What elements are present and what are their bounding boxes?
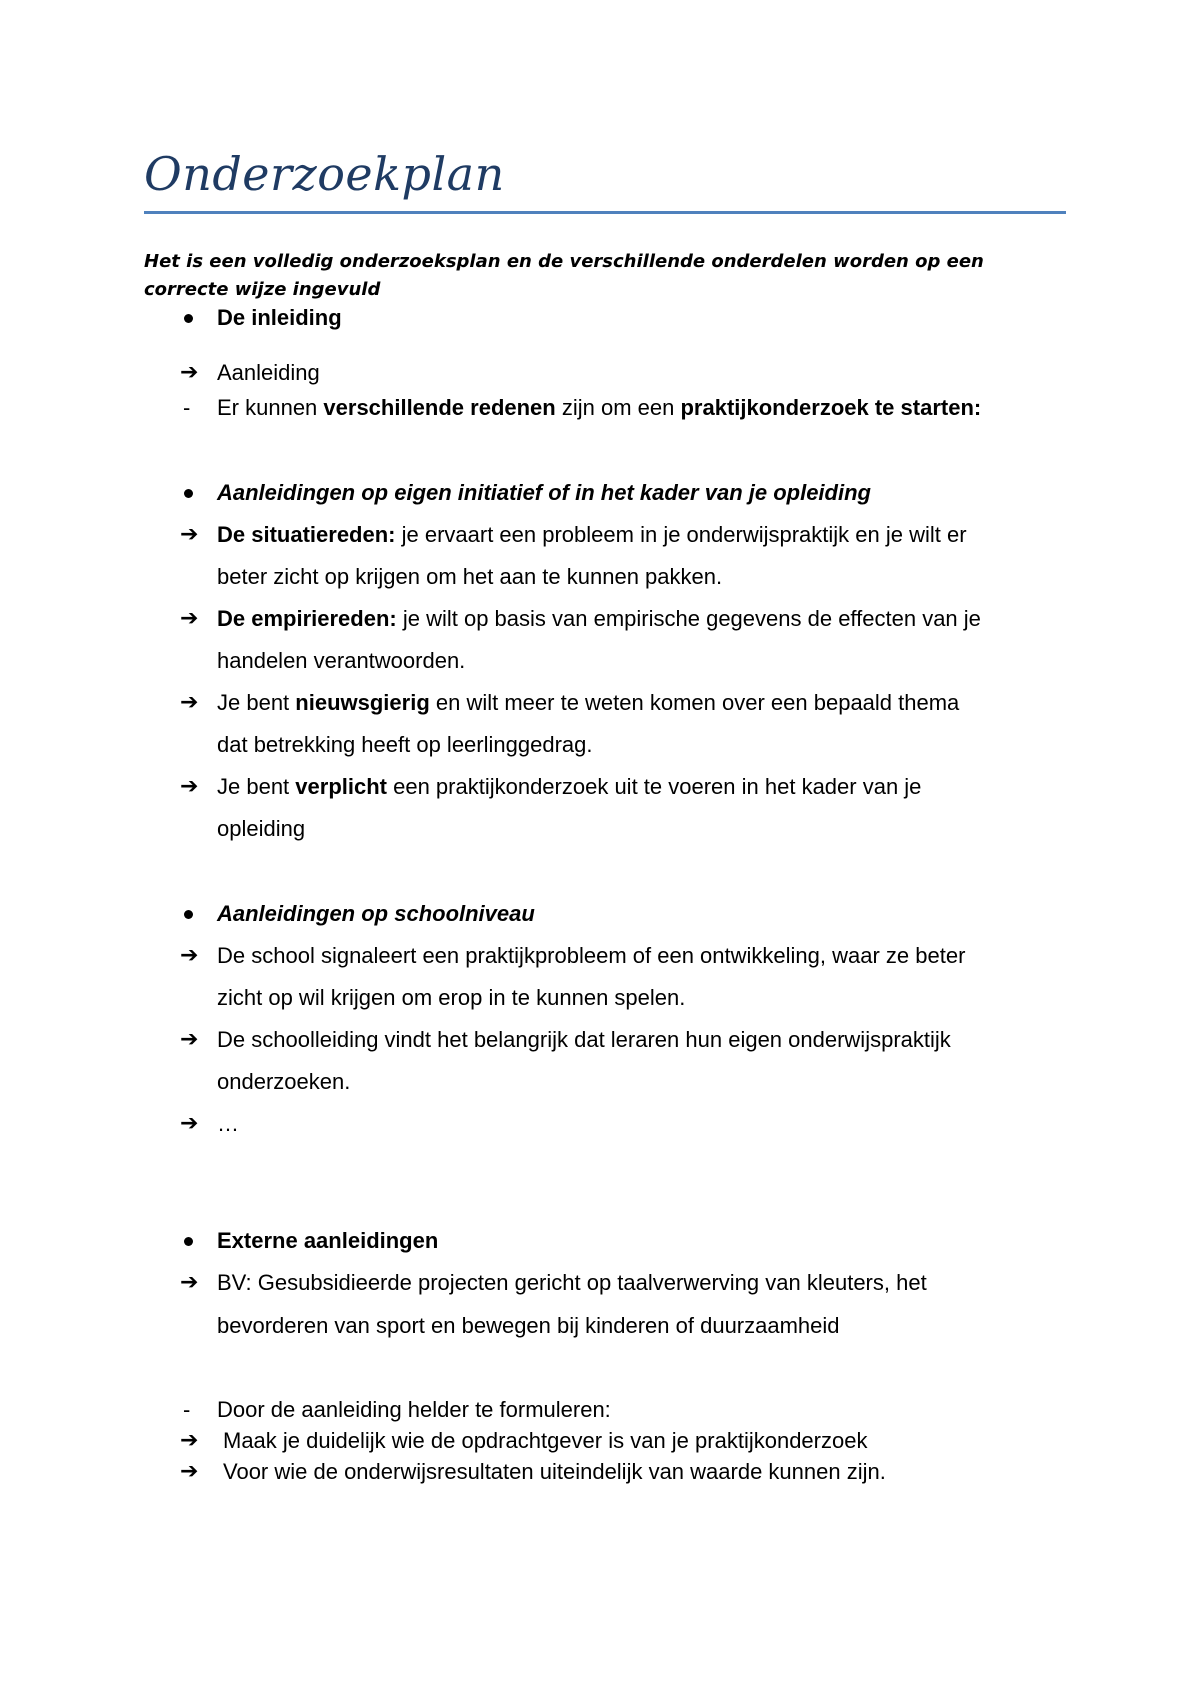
list-item-text: Maak je duidelijk wie de opdrachtgever is van je praktijkonderzoek xyxy=(223,1428,868,1453)
arrow-right-icon: ➔ xyxy=(180,522,199,547)
bold-run: praktijkonderzoek te starten: xyxy=(680,395,982,420)
arrow-right-icon: ➔ xyxy=(180,774,199,799)
continuation-line: dat betrekking heeft op leerlinggedrag. xyxy=(217,732,593,757)
section-heading-eigen: Aanleidingen op eigen initiatief of in het kader van je opleiding xyxy=(217,480,871,505)
text-run: je wilt op basis van empirische gegevens de effecten van je xyxy=(396,606,981,631)
text-run: Je bent xyxy=(217,690,296,715)
arrow-right-icon: ➔ xyxy=(180,1459,199,1484)
bullet-dot-icon xyxy=(184,910,193,919)
list-item-text: BV: Gesubsidieerde projecten gericht op taalverwerving van kleuters, het xyxy=(217,1270,927,1295)
continuation-line: beter zicht op krijgen om het aan te kunnen pakken. xyxy=(217,564,723,589)
text-run: Er kunnen xyxy=(217,395,324,420)
bold-run: verschillende redenen xyxy=(323,395,556,420)
continuation-line: zicht op wil krijgen om erop in te kunnen spelen. xyxy=(217,985,686,1010)
text-run: een praktijkonderzoek uit te voeren in het kader van je xyxy=(386,774,922,799)
arrow-right-icon: ➔ xyxy=(180,1270,199,1295)
text-run: zijn om een xyxy=(555,395,681,420)
arrow-right-icon: ➔ xyxy=(180,1428,199,1453)
list-item-text: Door de aanleiding helder te formuleren: xyxy=(217,1397,611,1422)
bold-run: De situatiereden: xyxy=(217,522,396,547)
section-heading-school: Aanleidingen op schoolniveau xyxy=(217,901,535,926)
bullet-dot-icon xyxy=(184,1237,193,1246)
arrow-right-icon: ➔ xyxy=(180,1111,199,1136)
list-item-text: Voor wie de onderwijsresultaten uiteindelijk van waarde kunnen zijn. xyxy=(223,1459,886,1484)
list-item-text: … xyxy=(217,1111,239,1136)
dash-marker: - xyxy=(183,395,191,420)
continuation-line: opleiding xyxy=(217,816,306,841)
list-item-text: De school signaleert een praktijkprobleem of een ontwikkeling, waar ze beter xyxy=(217,943,966,968)
arrow-right-icon: ➔ xyxy=(180,360,199,385)
text-run: Je bent xyxy=(217,774,296,799)
page-title: Onderzoekplan xyxy=(144,147,505,201)
continuation-line: onderzoeken. xyxy=(217,1069,351,1094)
arrow-right-icon: ➔ xyxy=(180,1027,199,1052)
bold-run: De empiriereden: xyxy=(217,606,397,631)
aanleiding-label: Aanleiding xyxy=(217,360,320,385)
section-heading-extern: Externe aanleidingen xyxy=(217,1228,439,1253)
bullet-dot-icon xyxy=(184,314,193,323)
list-item-text: De schoolleiding vindt het belangrijk dat leraren hun eigen onderwijspraktijk xyxy=(217,1027,951,1052)
continuation-line: bevorderen van sport en bewegen bij kinderen of duurzaamheid xyxy=(217,1313,840,1338)
section-heading-inleiding: De inleiding xyxy=(217,305,342,330)
dash-marker: - xyxy=(183,1397,191,1422)
arrow-right-icon: ➔ xyxy=(180,606,199,631)
title-underline xyxy=(144,211,1066,214)
text-run: en wilt meer te weten komen over een bepaald thema xyxy=(429,690,960,715)
bold-run: nieuwsgierig xyxy=(295,690,430,715)
intro-text: Het is een volledig onderzoeksplan en de verschillende onderdelen worden op een correcte wijze ingevuld xyxy=(144,251,984,300)
continuation-line: handelen verantwoorden. xyxy=(217,648,466,673)
arrow-right-icon: ➔ xyxy=(180,943,199,968)
text-run: je ervaart een probleem in je onderwijspraktijk en je wilt er xyxy=(395,522,967,547)
bold-run: verplicht xyxy=(295,774,387,799)
arrow-right-icon: ➔ xyxy=(180,690,199,715)
bullet-dot-icon xyxy=(184,489,193,498)
